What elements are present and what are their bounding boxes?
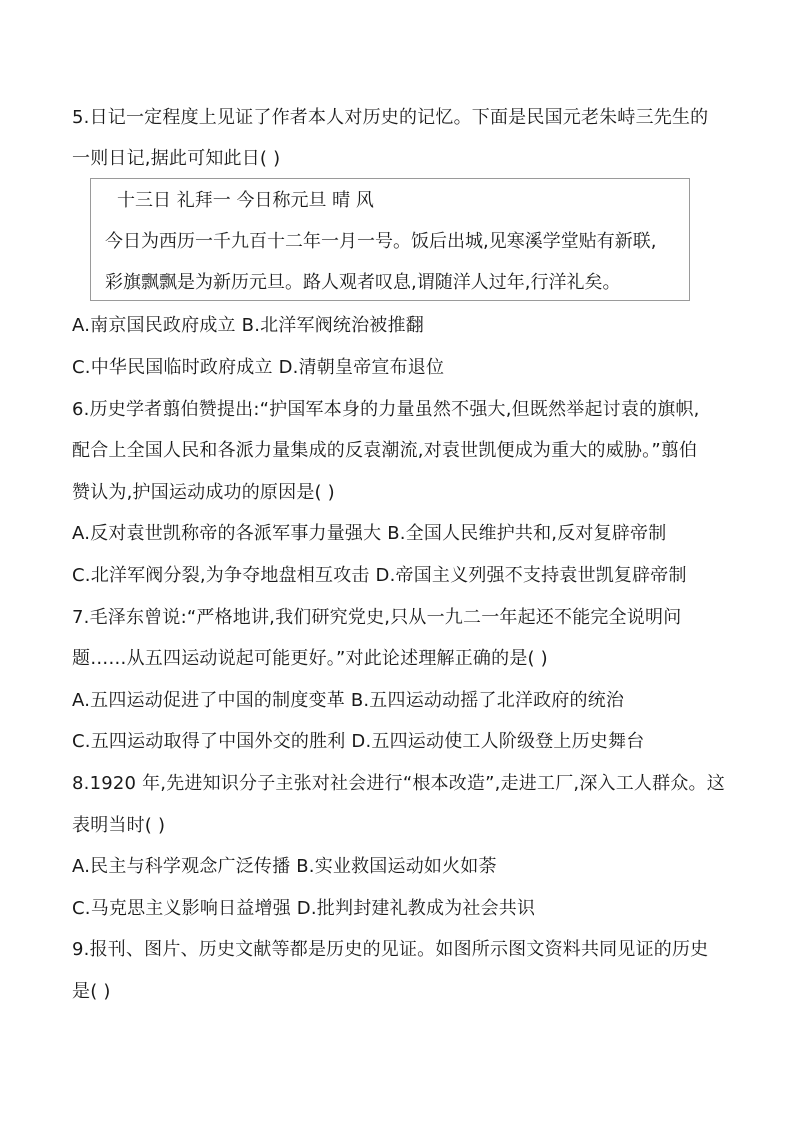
q6-options-line2: C.北洋军阀分裂,为争夺地盘相互攻击 D.帝国主义列强不支持袁世凯复辟帝制 <box>72 565 687 586</box>
q5-diary-line1: 今日为西历一千九百十二年一月一号。饭后出城,见寒溪学堂贴有新联, <box>105 231 657 252</box>
q6-stem-line1: 6.历史学者翦伯赞提出:“护国军本身的力量虽然不强大,但既然举起讨袁的旗帜, <box>72 399 700 420</box>
q5-diary-excerpt-box <box>90 178 690 301</box>
q8-stem-line2: 表明当时( ) <box>72 815 166 836</box>
q9-stem-line1: 9.报刊、图片、历史文献等都是历史的见证。如图所示图文资料共同见证的历史 <box>72 939 709 960</box>
q9-stem-line2: 是( ) <box>72 981 111 1002</box>
q8-options-line1: A.民主与科学观念广泛传播 B.实业救国运动如火如荼 <box>72 856 497 877</box>
q8-options-line2: C.马克思主义影响日益增强 D.批判封建礼教成为社会共识 <box>72 898 536 919</box>
q5-diary-header: 十三日 礼拜一 今日称元旦 晴 风 <box>117 190 374 211</box>
q5-stem-line2: 一则日记,据此可知此日( ) <box>72 148 281 169</box>
q5-options-line2: C.中华民国临时政府成立 D.清朝皇帝宣布退位 <box>72 357 445 378</box>
q7-options-line1: A.五四运动促进了中国的制度变革 B.五四运动动摇了北洋政府的统治 <box>72 690 625 711</box>
q5-stem-line1: 5.日记一定程度上见证了作者本人对历史的记忆。下面是民国元老朱峙三先生的 <box>72 107 709 128</box>
q7-options-line2: C.五四运动取得了中国外交的胜利 D.五四运动使工人阶级登上历史舞台 <box>72 731 645 752</box>
q6-stem-line3: 赞认为,护国运动成功的原因是( ) <box>72 482 335 503</box>
q7-stem-line1: 7.毛泽东曾说:“严格地讲,我们研究党史,只从一九二一年起还不能完全说明问 <box>72 607 682 628</box>
q8-stem-line1: 8.1920 年,先进知识分子主张对社会进行“根本改造”,走进工厂,深入工人群众。这 <box>72 773 725 794</box>
q6-stem-line2: 配合上全国人民和各派力量集成的反袁潮流,对袁世凯便成为重大的威胁。”翦伯 <box>72 440 698 461</box>
q6-options-line1: A.反对袁世凯称帝的各派军事力量强大 B.全国人民维护共和,反对复辟帝制 <box>72 523 667 544</box>
q5-diary-line2: 彩旗飘飘是为新历元旦。路人观者叹息,谓随洋人过年,行洋礼矣。 <box>105 272 621 293</box>
q5-options-line1: A.南京国民政府成立 B.北洋军阀统治被推翻 <box>72 315 424 336</box>
q7-stem-line2: 题……从五四运动说起可能更好。”对此论述理解正确的是( ) <box>72 648 548 669</box>
